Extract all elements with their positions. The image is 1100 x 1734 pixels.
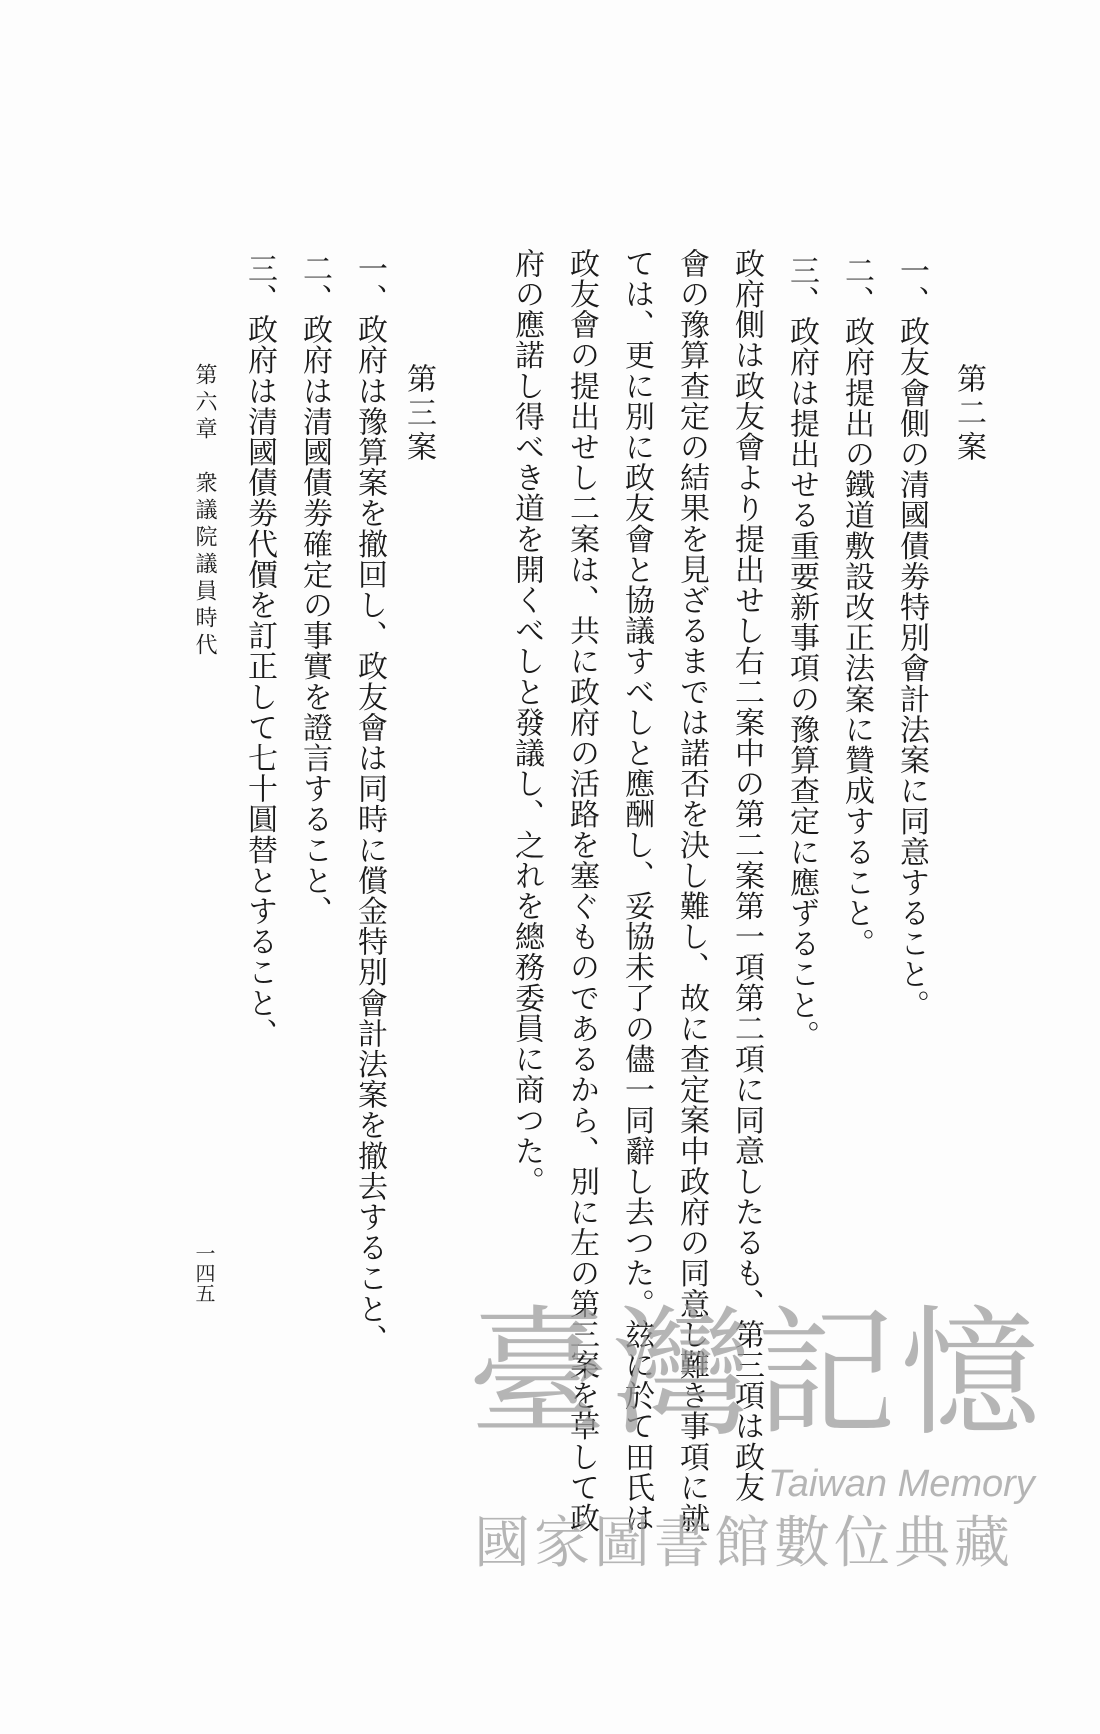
body-text-line: 政友會の提出せし二案は、共に政府の活路を塞ぐものであるから、別に左の第三案を草して政 [564,248,599,1534]
proposal-2-item-1: 一、政友會側の清國債劵特別會計法案に同意すること。 [894,255,929,1020]
section-heading-proposal-3: 第三案 [401,363,436,465]
watermark-logo: 臺灣記憶 [468,1293,1045,1456]
watermark-institution-text: 國家圖書館數位典藏 [474,1511,1014,1576]
proposal-3-item-1: 一、政府は豫算案を撤回し、政友會は同時に償金特別會計法案を撤去すること、 [352,253,387,1355]
body-text-line: 會の豫算查定の結果を見ざるまでは諾否を決し難し、故に查定案中政府の同意し難き事項に就 [674,248,709,1534]
proposal-3-item-2: 二、政府は清國債劵確定の事實を證言すること、 [297,253,332,927]
proposal-2-item-2: 二、政府提出の鐵道敷設改正法案に贊成すること。 [839,255,874,959]
proposal-2-item-3: 三、政府は提出せる重要新事項の豫算查定に應ずること。 [784,255,819,1051]
section-heading-proposal-2: 第二案 [951,363,986,465]
page-number: 一四五 [192,1243,216,1303]
watermark-english-text: Taiwan Memory [768,1463,1035,1505]
body-text-line: ては、更に別に政友會と協議すべしと應酬し、妥協未了の儘一同辭し去つた。玆に於て田氏は [619,248,654,1534]
body-text-line: 政府側は政友會より提出せし右二案中の第二案第一項第二項に同意したるも、第三項は政友 [729,248,764,1503]
body-text-line: 府の應諾し得べき道を開くべしと發議し、之れを總務委員に商つた。 [509,248,544,1197]
proposal-3-item-3: 三、政府は清國債劵代價を訂正して七十圓替とすること、 [242,253,277,1049]
running-header: 第六章 衆議院議員時代 [192,363,217,660]
